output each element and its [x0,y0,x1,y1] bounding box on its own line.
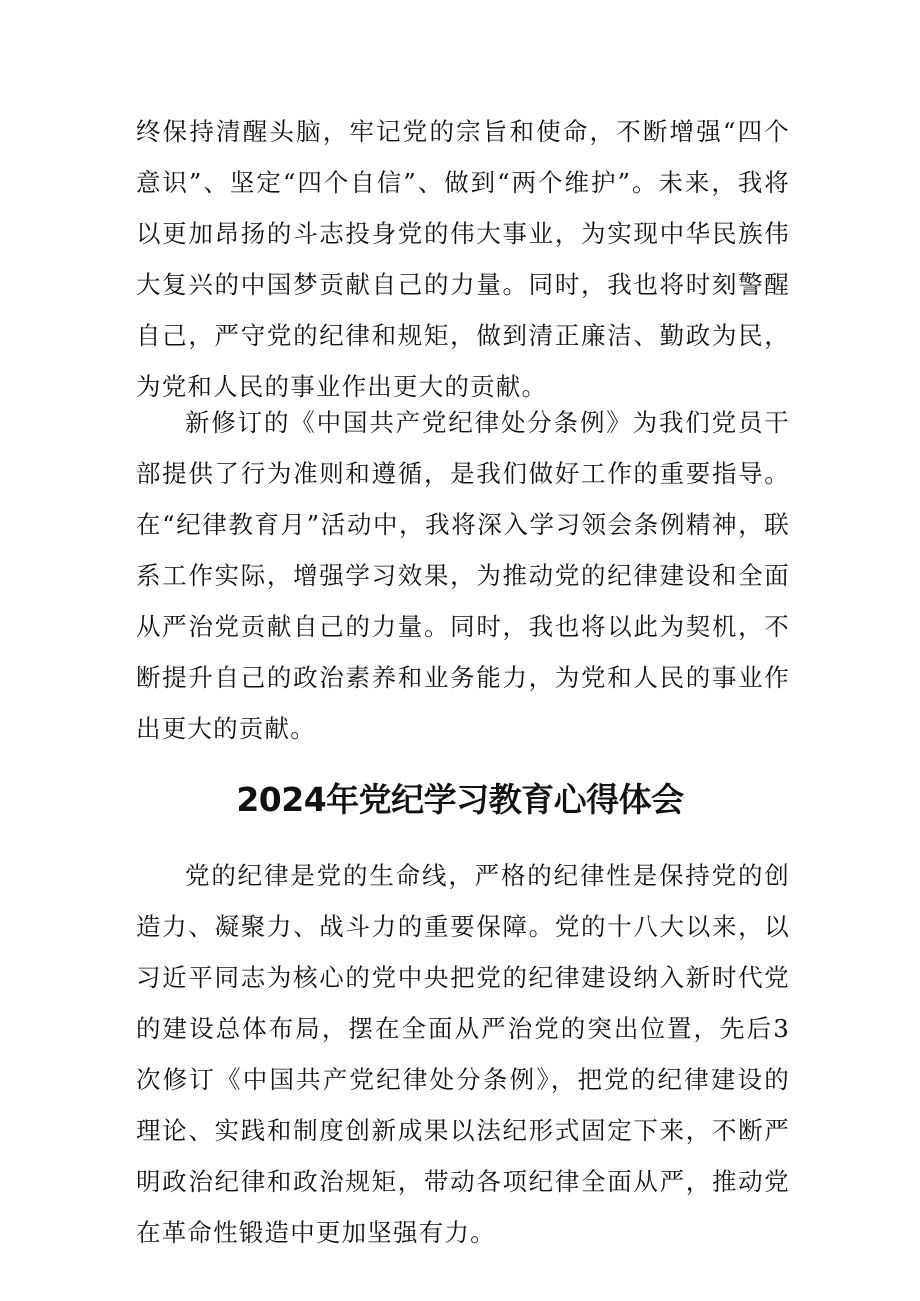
paragraph-discipline: 党的纪律是党的生命线，严格的纪律性是保持党的创造力、凝聚力、战斗力的重要保障。党的十八大以来，以习近平同志为核心的党中央把党的纪律建设纳入新时代党的建设总体布局，摆在全面从严治党的突出位置，先后3次修订《中国共产党纪律处分条例》，把党的纪律建设的理论、实践和制度创新成果以法纪形式固定下来，不断严明政治纪律和政治规矩，带动各项纪律全面从严，推动党在革命性锻造中更加坚强有力。 [136,861,790,1247]
body-text-section-3 [136,850,790,1258]
paragraph-continued: 终保持清醒头脑，牢记党的宗旨和使命，不断增强“四个意识”、坚定“四个自信”、做到“两个维护”。未来，我将以更加昂扬的斗志投身党的伟大事业，为实现中华民族伟大复兴的中国梦贡献自己的力量。同时，我也将时刻警醒自己，严守党的纪律和规矩，做到清正廉洁、勤政为民，为党和人民的事业作出更大的贡献。 [136,117,790,401]
body-text-section-2 [136,397,790,754]
article-heading: 2024年党纪学习教育心得体会 [236,780,684,820]
paragraph-regulations: 新修订的《中国共产党纪律处分条例》为我们党员干部提供了行为准则和遵循，是我们做好工作的重要指导。在“纪律教育月”活动中，我将深入学习领会条例精神，联系工作实际，增强学习效果，为推动党的纪律建设和全面从严治党贡献自己的力量。同时，我也将以此为契机，不断提升自己的政治素养和业务能力，为党和人民的事业作出更大的贡献。 [136,408,790,743]
body-text-section-1 [136,106,790,412]
